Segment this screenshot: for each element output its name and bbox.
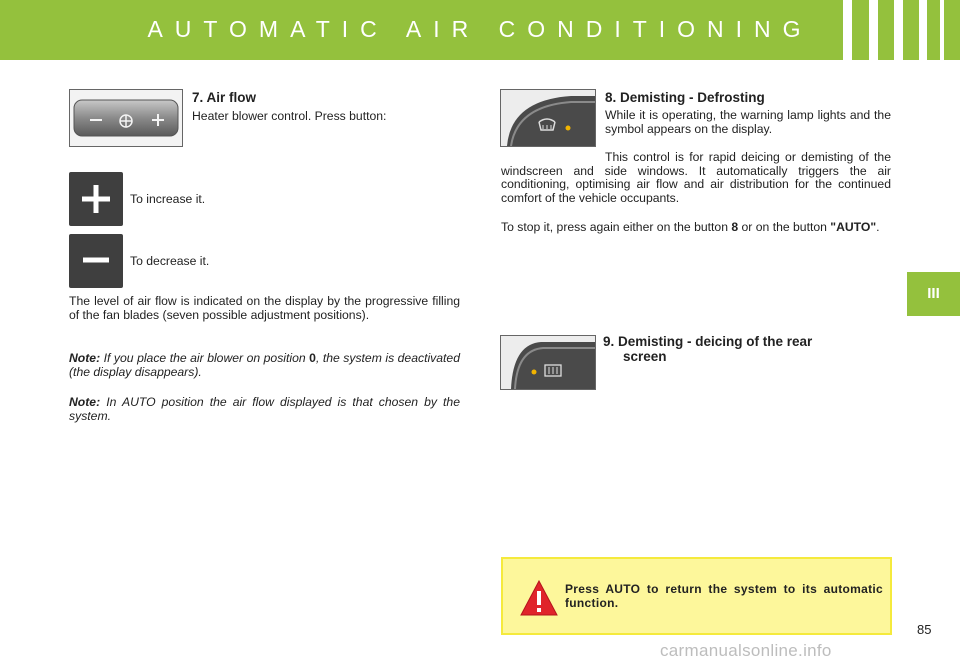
decrease-label: To decrease it. <box>130 254 210 268</box>
note-position: 0 <box>309 351 316 365</box>
header-stripe <box>869 0 878 60</box>
plus-icon <box>69 172 123 226</box>
section-7-heading: 7. Air flow <box>192 90 257 105</box>
stop-text: To stop it, press again either on the button <box>501 220 732 234</box>
chapter-tab: III <box>907 272 960 316</box>
header-stripe <box>894 0 903 60</box>
watermark: carmanualsonline.info <box>660 641 832 660</box>
note-text: If you place the air blower on position <box>100 351 310 365</box>
decrease-button-image <box>69 234 123 288</box>
section-9-heading <box>603 334 812 364</box>
rear-screen-button-image <box>500 335 596 390</box>
section-9-heading-line1: 9. Demisting - deicing of the rear <box>603 334 813 349</box>
note-blower-off <box>69 352 460 379</box>
section-7-intro: Heater blower control. Press button: <box>192 109 387 123</box>
section-8-heading: 8. Demisting - Defrosting <box>605 90 765 105</box>
increase-button-image <box>69 172 123 226</box>
auto-note-box <box>501 557 892 635</box>
page-number: 85 <box>917 622 932 637</box>
air-flow-level-text: The level of air flow is indicated on the display by the progressive filling of the fan blades (seven possible adjustment positions). <box>69 294 460 322</box>
note-text: , the system is deactivated (the display disappears). <box>69 351 460 379</box>
warning-icon <box>519 579 559 619</box>
section-8-description: This control is for rapid deicing or demisting of the windscreen and side windows. It automatically triggers the air conditioning, optimising air flow and air distribution for the continued comfort of the vehicle occupants. <box>501 150 891 205</box>
section-9-heading-line2: screen <box>623 349 667 364</box>
increase-label: To increase it. <box>130 192 206 206</box>
page-header <box>0 0 960 60</box>
section-8-stop <box>501 221 891 235</box>
blower-control-image <box>69 89 183 147</box>
note-label: Note: <box>69 351 101 365</box>
header-stripe <box>843 0 852 60</box>
auto-note-text: Press AUTO to return the system to its automatic function. <box>565 582 883 610</box>
note-auto-position <box>69 396 460 423</box>
stop-text: or on the button <box>738 220 831 234</box>
section-8-warning-lamp: While it is operating, the warning lamp lights and the symbol appears on the display. <box>605 108 891 136</box>
page-title: AUTOMATIC AIR CONDITIONING <box>147 16 813 42</box>
note-text: In AUTO position the air flow displayed is that chosen by the system. <box>69 395 460 423</box>
header-stripe <box>919 0 927 60</box>
defrost-button-image <box>500 89 596 147</box>
button-number: 8 <box>731 220 739 234</box>
minus-icon <box>69 234 123 288</box>
header-stripe <box>940 0 944 60</box>
note-label: Note: <box>69 395 101 409</box>
auto-label: "AUTO" <box>830 220 877 234</box>
stop-text: . <box>876 220 880 234</box>
